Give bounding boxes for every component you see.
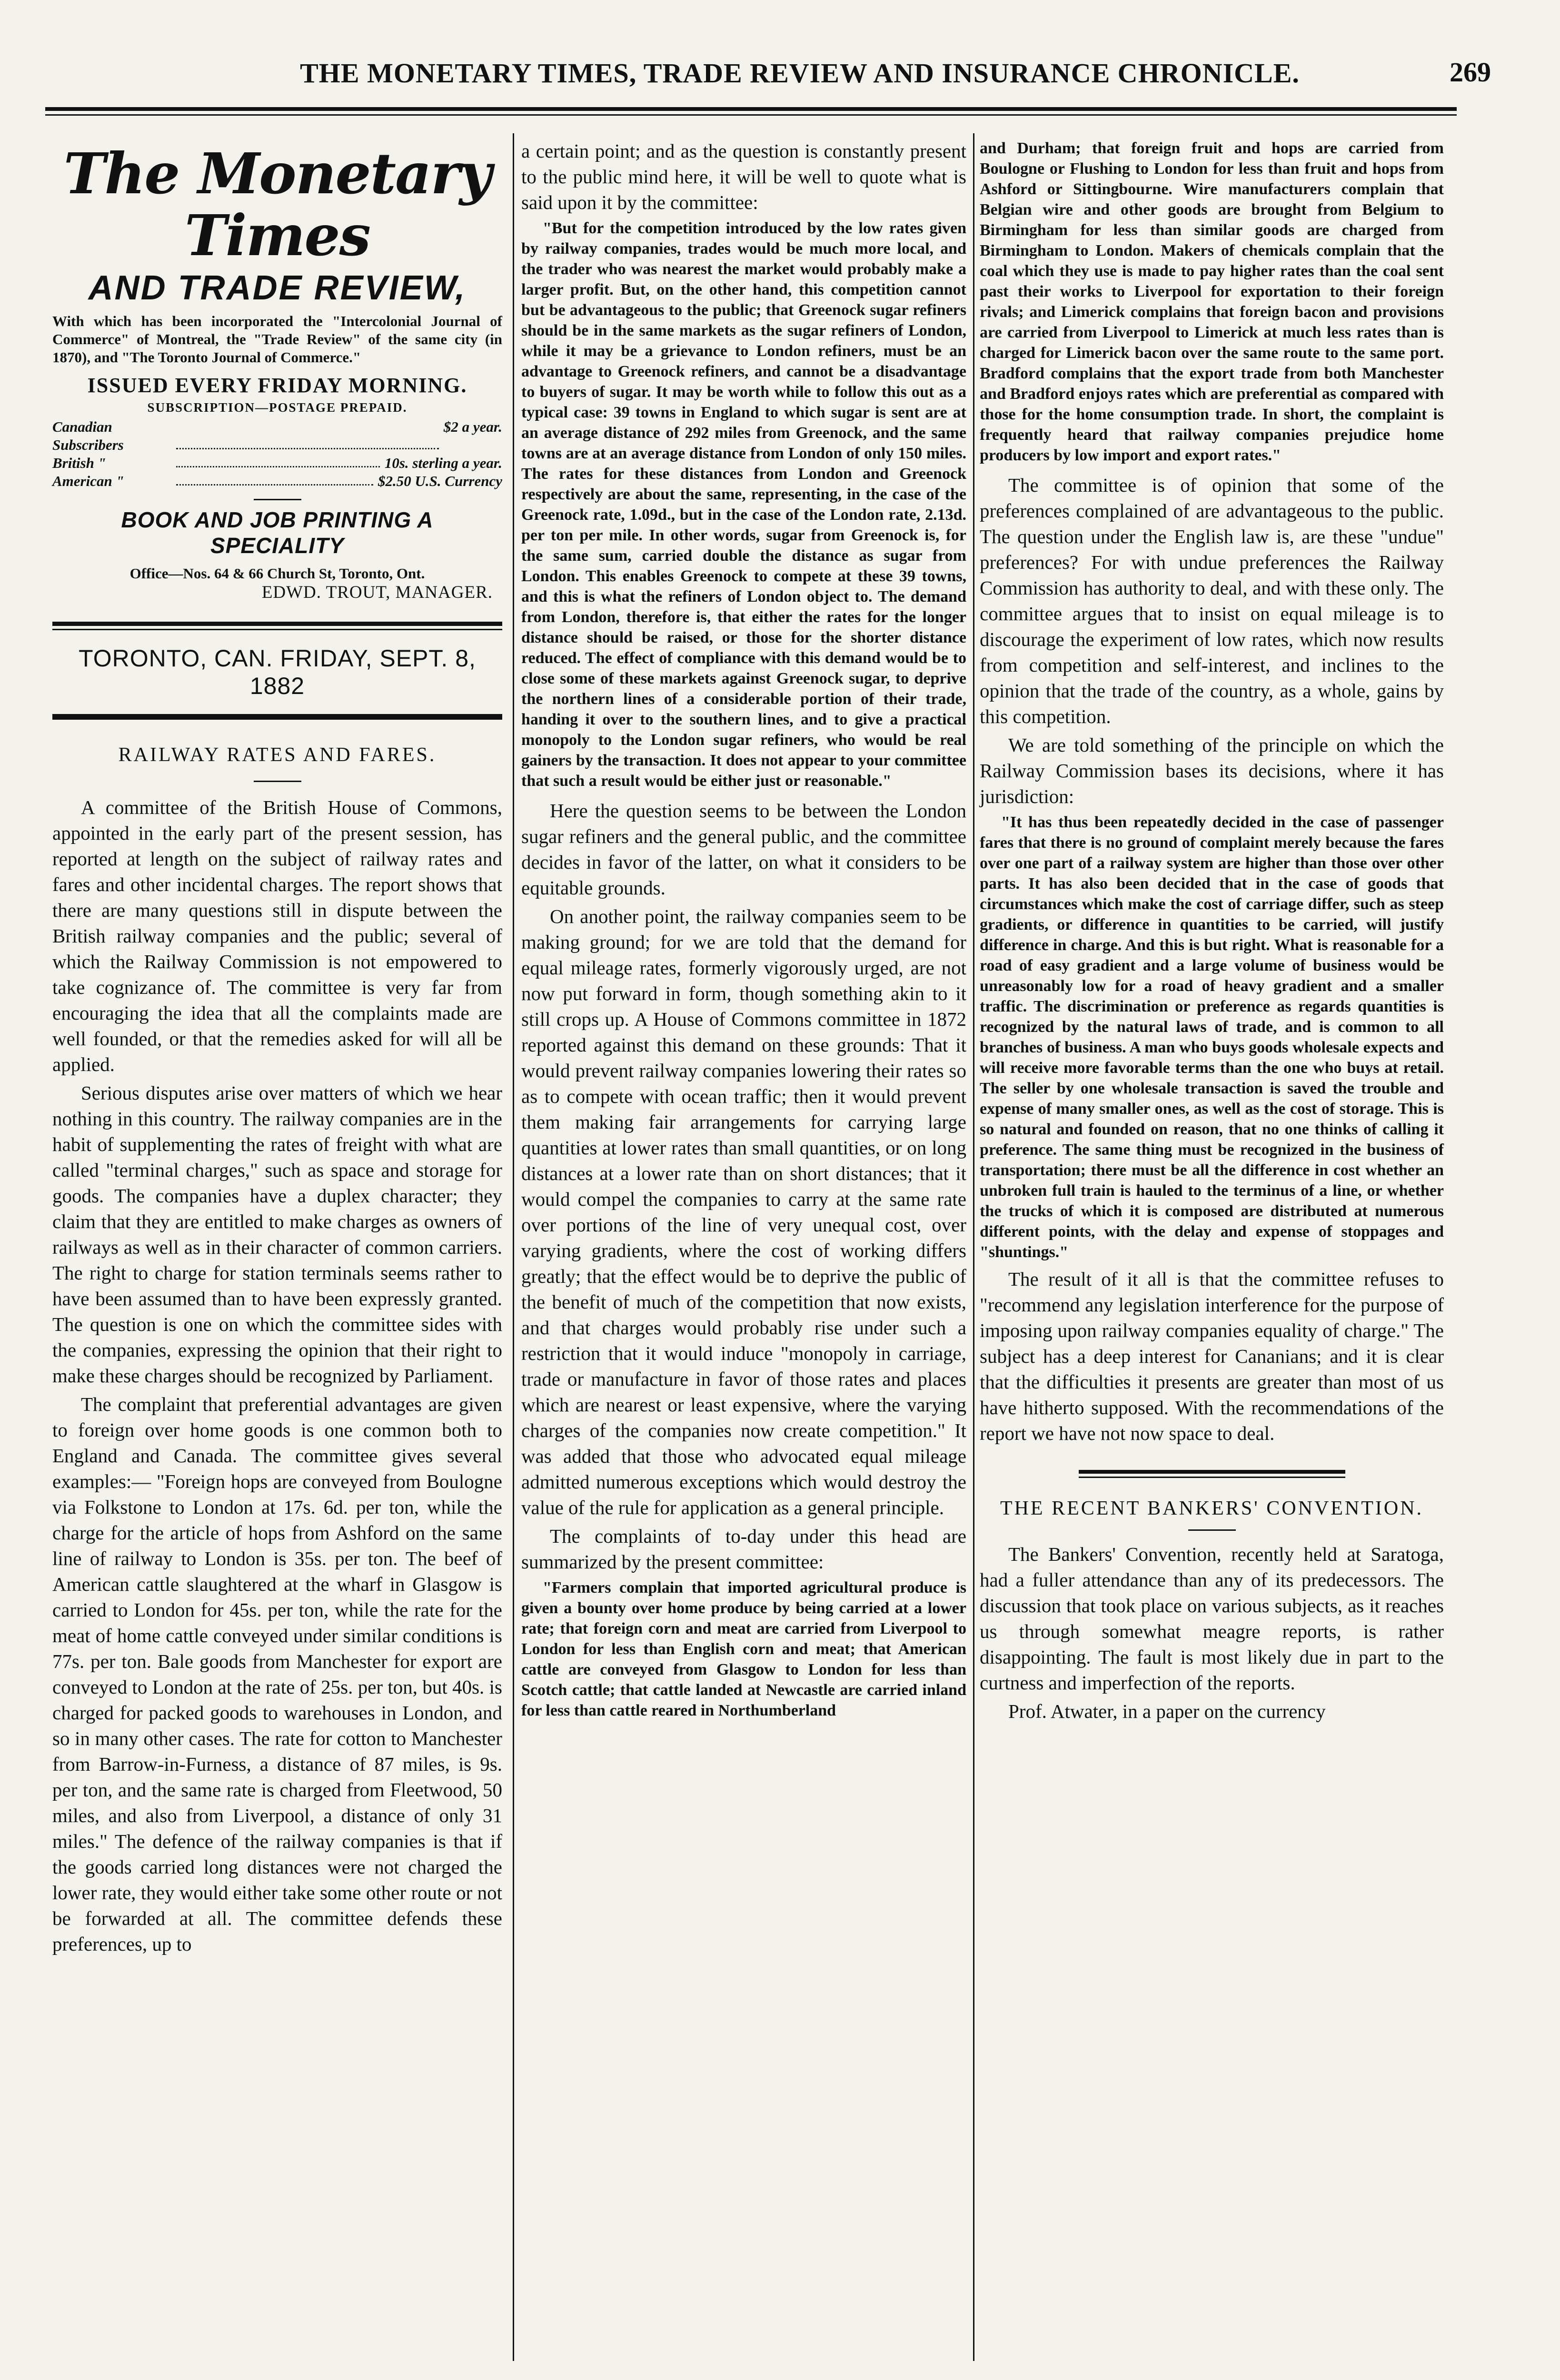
manager-name: EDWD. TROUT, MANAGER. — [261, 583, 493, 602]
page-number: 269 — [1450, 57, 1491, 88]
subscription-heading: SUBSCRIPTION—POSTAGE PREPAID. — [147, 400, 407, 415]
subscription-label: American " — [52, 473, 124, 489]
dateline: TORONTO, CAN. FRIDAY, SEPT. 8, 1882 — [79, 645, 476, 699]
subscription-label: Canadian Subscribers — [52, 418, 124, 453]
quote-paragraph: "Farmers complain that imported agricultural produce is given a bounty over home produce by being carried at a lower rate; that foreign corn and meat are carried from Liverpool to London for less than English corn and meat; that American cattle are conveyed from Glasgow to London for less than Scotch cattle; that cattle landed at Newcastle are carried inland for less than cattle reared in Northumberland — [521, 1579, 966, 1719]
subscription-label: British " — [52, 455, 106, 471]
dateline-rule-bottom-thick — [52, 715, 502, 720]
running-title: THE MONETARY TIMES, TRADE REVIEW AND INSURANCE CHRONICLE. — [300, 58, 1300, 89]
header-rule-thick — [45, 107, 1457, 111]
issued-line: ISSUED EVERY FRIDAY MORNING. — [87, 374, 467, 397]
article-title: RAILWAY RATES AND FARES. — [118, 744, 437, 766]
column-divider-1 — [513, 133, 514, 2361]
subscription-row — [52, 472, 502, 490]
column-2 — [521, 138, 966, 1721]
paragraph: The complaints of to-day under this head are summarized by the present committee: — [521, 1525, 966, 1573]
paragraph: The complaint that preferential advantages are given to foreign over home goods is one common both to England and Canada. The committee gives several examples:— "Foreign hops are conveyed from Boulogne via Folkstone to London at 17s. 6d. per ton, while the charge for the article of hops from Ashford on the same line of railway to London is 35s. per ton. The beef of American cattle slaughtered at the wharf in Glasgow is carried to London for 45s. per ton, while the rate for the meat of home cattle conveyed under similar conditions is 77s. per ton. Bale goods from Manchester for export are conveyed to London at the rate of 25s. per ton, but 40s. is charged for packed goods to warehouses in London, and so in many other cases. The rate for cotton to Manchester from Barrow-in-Furness, a distance of 87 miles, is 9s. per ton, and the same rate is charged from Fleetwood, 50 miles, and also from Liverpool, a distance of only 31 miles." The defence of the railway companies is that if the goods carried long distances were not charged the lower rate, they would either take some other route or not be forwarded at all. The committee defends these preferences, up to — [52, 1393, 502, 1955]
paragraph: Prof. Atwater, in a paper on the currency — [1008, 1700, 1326, 1722]
column-1 — [52, 140, 502, 1960]
subscription-row — [52, 454, 502, 472]
article-body-col2 — [521, 798, 966, 1575]
paragraph: a certain point; and as the question is constantly present to the public mind here, it will be well to quote what is said upon it by the committee: — [521, 140, 966, 213]
quote-paragraph: "It has thus been repeatedly decided in the case of passenger fares that there is no ground of complaint merely because the fares over one part of a railway system are higher than those over other parts. It has also been decided that in the case of goods that circumstances which make the cost of carriage differ, such as steep gradients, or difference in quantities to be carried, will justify difference in charge. And this is but right. What is reasonable for a road of easy gradient and a large volume of business would be unreasonably low for a road of heavy gradient and a smaller traffic. The discrimination or preference as regards quantities is recognized by the natural laws of trade, and is common to all branches of business. A man who buys goods wholesale expects and will receive more favorable terms than the one who buys at retail. The seller by one wholesale transaction is saved the trouble and expense of many smaller ones, as well as the cost of storage. This is so natural and founded on reason, that no one thinks of calling it preference. The same thing must be recognized in the business of transportation; there must be all the difference in cost whether an unbroken full train is hauled to the terminus of a line, or whether the trucks of which it is composed are distributed at numerous different points, with the delay and expense of stoppages and "shuntings." — [980, 813, 1444, 1261]
dateline-rule-top-thin — [52, 629, 502, 630]
quote-paragraph: and Durham; that foreign fruit and hops are carried from Boulogne or Flushing to London for less than fruit and hops from Ashford or Sittingbourne. Wire manufacturers complain that Belgian wire and other goods are brought from Belgium to Birmingham for less than similar goods are charged from Birmingham to London. Makers of chemicals complain that the coal which they use is made to pay higher rates than the coal sent past their works to Liverpool for exportation to their foreign rivals; and Limerick complains that foreign bacon and provisions are carried from Liverpool to Limerick at much less rates than is charged for Limerick bacon over the same route to the same port. Bradford complains that the export trade from both Manchester and Bradford enjoys rates which are preferential as compared with those for the home consumption trade. In short, the complaint is frequently heard that railway companies prejudice home producers by low import and export rates." — [980, 139, 1444, 464]
article-separator-thick — [1079, 1470, 1345, 1474]
quoted-passage — [521, 1577, 966, 1721]
article-body-col3 — [980, 472, 1444, 809]
subscription-price: $2 a year. — [443, 418, 502, 435]
article2-title: THE RECENT BANKERS' CONVENTION. — [1000, 1497, 1424, 1519]
article2-body — [980, 1541, 1444, 1724]
quote-paragraph: "But for the competition introduced by the low rates given by railway companies, trades would be much more local, and the trader who was nearest the market would probably make a larger profit. But, on the other hand, this competition cannot but be advantageous to the public; that Greenock sugar refiners should be in the same markets as the sugar refiners of London, while it may be a grievance to London refiners, must be an advantage to Greenock refiners, and cannot be a disadvantage to buyers of sugar. It may be worth while to follow this out as a typical case: 39 towns in England to which sugar is sent are at an average distance of 292 miles from Greenock, and the same towns are at an average distance from London of only 150 miles. The rates for these distances from London and Greenock respectively are about the same, representing, in the case of the Greenock rate, 1.09d., but in the case of the London rate, 2.13d. per ton per mile. In other words, sugar from Greenock is, for the same sum, carried double the distance as sugar from London. This enables Greenock to compete at these 39 towns, and this is what the refiners of London object to. The demand from London, therefore is, that either the rates for the longer distance should be raised, or those for the shorter distance reduced. The effect of compliance with this demand would be to close some of these markets against Greenock sugar, to deprive the northern lines of a considerable portion of their trade, handing it over to the southern lines, and to give a practical monopoly to the London sugar refiners, who would be real gainers by the transaction. It does not appear to your committee that such a result would be either just or reasonable." — [521, 219, 966, 790]
header-rule-thin — [45, 114, 1457, 116]
masthead-title: The Monetary Times — [63, 140, 491, 268]
leader-dots — [176, 454, 380, 467]
masthead-separator — [254, 499, 301, 500]
paragraph: On another point, the railway companies seem to be making ground; for we are told that the demand for equal mileage rates, formerly vigorously urged, are not now put forward in form, though something akin to it still crops up. A House of Commons committee in 1872 reported against this demand on these grounds: That it would prevent railway companies lowering their rates so as to compete with ocean traffic; then it would prevent them making fair arrangements for carrying large quantities at lower rates than small quantities, or on long distances at a lower rate than on short distances; that it would compel the companies to carry at the same rate over portions of the line of very unequal cost, over varying gradients, where the cost of working differs greatly; that the effect would be to deprive the public of the benefit of much of the competition that now exists, and that charges would probably rise under such a restriction that it would induce "monopoly in carriage, trade or manufacture in favor of those rates and places which are nearest or least expensive, where the varying charges of the companies now create competition." It was added that those who advocated equal mileage admitted numerous exceptions which would destroy the value of the rule for application as a general principle. — [521, 905, 966, 1518]
leader-dots — [176, 418, 439, 449]
office-address: Office—Nos. 64 & 66 Church St, Toronto, Ont. — [129, 565, 425, 582]
paragraph: We are told something of the principle on which the Railway Commission bases its decisions, where it has jurisdiction: — [980, 734, 1444, 807]
subscription-list — [52, 418, 502, 490]
paragraph: Here the question seems to be between the London sugar refiners and the general public, and the committee decides in favor of the latter, on what it considers to be equitable grounds. — [521, 800, 966, 899]
paragraph: The committee is of opinion that some of the preferences complained of are advantageous to the public. The question under the English law is, are these "undue" preferences? For with undue preferences the Railway Commission has authority to deal, and with these only. The committee argues that to insist on equal mileage is to discourage the experiment of low rates, which now results from competition and self-interest, and inclines to the opinion that the trade of the country, as a whole, gains by this competition. — [980, 474, 1444, 727]
title-rule — [1188, 1529, 1236, 1531]
article-separator-thin — [1079, 1477, 1345, 1478]
paragraph: Serious disputes arise over matters of which we hear nothing in this country. The railway companies are in the habit of supplementing the rates of freight with what are called "terminal charges," such as space and storage for goods. The companies have a duplex character; they claim that they are entitled to make charges as owners of railways as well as in their character of common carriers. The right to charge for station terminals seems rather to have been assumed than to have been expressly granted. The question is one on which the committee sides with the companies, expressing the opinion that their right to make these charges should be recognized by Parliament. — [52, 1082, 502, 1387]
leader-dots — [176, 472, 373, 486]
article-body-col2-intro — [521, 138, 966, 215]
column-divider-2 — [973, 133, 974, 2361]
paragraph: The result of it all is that the committee refuses to "recommend any legislation interference for the purpose of imposing upon railway companies equality of charge." The subject has a deep interest for Cananians; and it is clear that the difficulties it presents are greater than most of us have hitherto supposed. With the recommendations of the report we have not now space to deal. — [980, 1268, 1444, 1444]
title-rule — [254, 781, 301, 782]
incorporation-note: With which has been incorporated the "Intercolonial Journal of Commerce" of Montreal, the "Trade Review" of the same city (in 1870), and "The Toronto Journal of Commerce." — [52, 313, 502, 366]
column-3 — [980, 138, 1444, 1727]
subscription-price: $2.50 U.S. Currency — [378, 473, 502, 489]
quoted-passage-continued — [980, 138, 1444, 466]
quoted-passage — [980, 812, 1444, 1262]
paragraph: The Bankers' Convention, recently held at Saratoga, had a fuller attendance than any of its predecessors. The discussion that took place on various subjects, as it reaches us through somewhat meagre reports, is rather disappointing. The fault is most likely due in part to the curtness and imperfection of the reports. — [980, 1543, 1444, 1694]
dateline-rule-top — [52, 622, 502, 626]
subscription-price: 10s. sterling a year. — [384, 455, 502, 471]
quoted-passage — [521, 218, 966, 791]
subscription-row — [52, 418, 502, 454]
paragraph: A committee of the British House of Commons, appointed in the early part of the present session, has reported at length on the subject of railway rates and fares and other incidental charges. The report shows that there are many questions still in dispute between the British railway companies and the public; several of which the Railway Commission is not empowered to take cognizance of. The committee is very far from encouraging the idea that all the complaints made are well founded, or that the remedies asked for will all be applied. — [52, 796, 502, 1075]
article-body-col1 — [52, 794, 502, 1957]
book-job-printing: BOOK AND JOB PRINTING A SPECIALITY — [121, 507, 434, 558]
article-body-col3-conclusion — [980, 1266, 1444, 1446]
masthead-subtitle: AND TRADE REVIEW, — [88, 269, 467, 307]
